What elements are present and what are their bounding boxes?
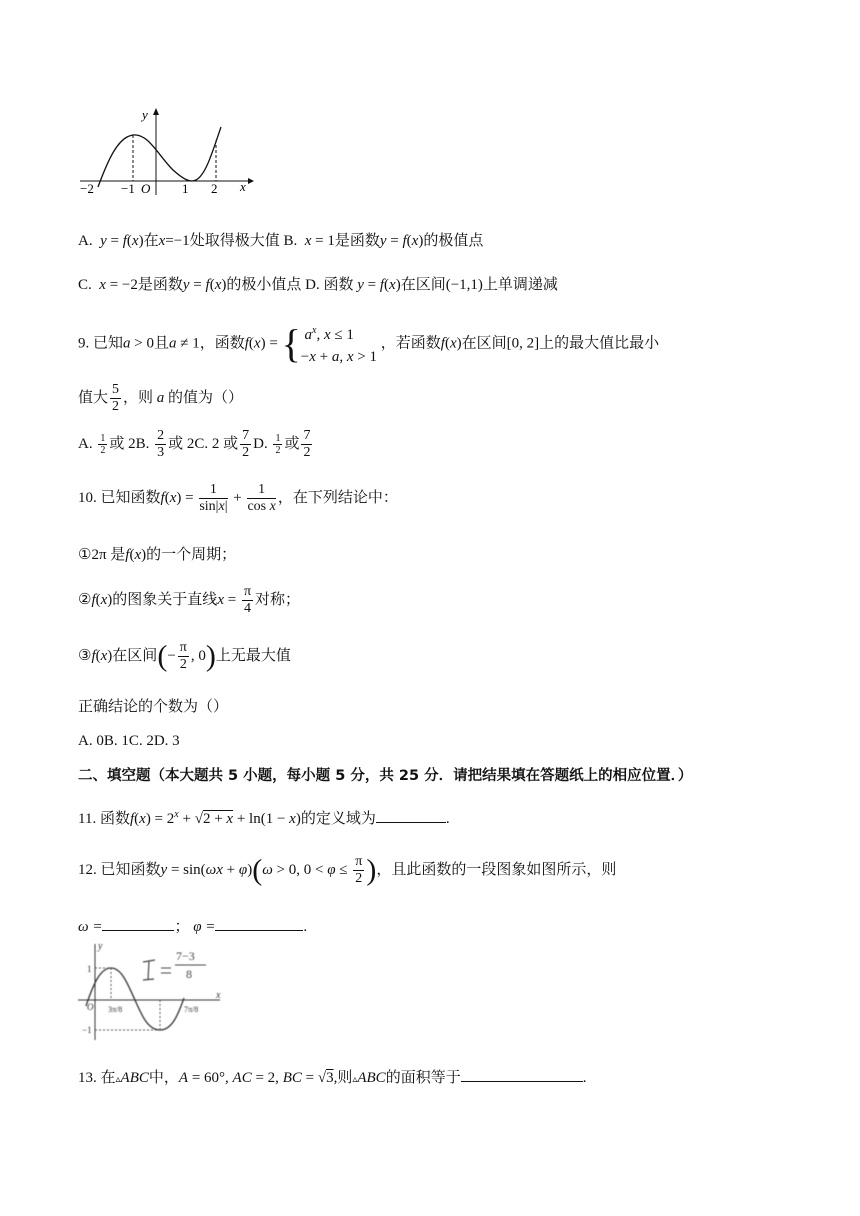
- sine-curve: [86, 968, 184, 1030]
- q12-phi-blank[interactable]: [215, 914, 303, 931]
- origin-label: O: [141, 181, 151, 196]
- x-axis-arrow: [248, 178, 254, 184]
- q12-omega-blank[interactable]: [102, 914, 174, 931]
- tick-2: 2: [211, 181, 218, 196]
- q10-question: 正确结论的个数为（）: [78, 699, 229, 715]
- q8-options-cd: C. x = −2是函数y = f(x)的极小值点 D. 函数 y = f(x)在区间(−1,1)上单调递减: [78, 277, 558, 293]
- sine-graph-figure: [78, 940, 238, 1050]
- label-neg-one: −1: [82, 1025, 92, 1035]
- y-axis-arrow: [153, 108, 159, 115]
- handwritten-note-numerator: 7−3: [176, 949, 195, 963]
- tick-7pi8: 7π/8: [184, 1005, 199, 1014]
- q9-stem: 9. 已知a > 0且a ≠ 1，函数f(x) = { $a^x$, x ≤ 1 −x + a, x > 1 ，若函数f(x)在区间[0, 2]上的最大值比最小: [78, 321, 660, 366]
- x-label: x: [216, 990, 221, 1001]
- function-curve: [98, 127, 221, 187]
- q13-stem: 13. 在▵ABC中，A = 60°, AC = 2, BC = √3,则▵ABC的面积等于 .: [78, 1065, 586, 1090]
- tick-1: 1: [182, 181, 189, 196]
- q12-stem: 12. 已知函数y = sin(ωx + φ)(ω > 0, 0 < φ ≤ $\frac{\pi}{2}$ )，且此函数的一段图象如图所示，则: [78, 853, 617, 887]
- tick-neg1: −1: [121, 181, 135, 196]
- label-origin: O: [87, 1002, 94, 1012]
- x-axis-label: x: [240, 179, 246, 194]
- section-heading-fill-in: 二、填空题（本大题共 5 小题，每小题 5 分，共 25 分．请把结果填在答题纸上的相应位置．）: [78, 768, 693, 784]
- q10-conclusion-2: ②f(x)的图象关于直线x = $\frac{\pi}{4}$ 对称；: [78, 584, 301, 617]
- handwritten-note-denominator: 8: [186, 967, 192, 981]
- q11-stem: 11. 函数$f(x) = 2^x + √2 + x + \ln(1 - x)$的定义域为 .: [78, 805, 450, 829]
- q10-options: A. 0B. 1C. 2D. 3: [78, 733, 180, 749]
- label-one: 1: [87, 964, 92, 974]
- q8-options-ab: A. y = f(x)在x=−1处取得极大值 B. x = 1是函数y = f(x)的极值点: [78, 233, 484, 249]
- function-graph-figure: [78, 105, 258, 200]
- q9-options: A. $\frac{1}{2}$ 或 2B. $\frac{2}{3}$ 或 2C. 2 或 $\frac{7}{2}$ D. $\frac{1}{2}$ 或 $\frac{7}{2}$: [78, 428, 311, 461]
- q9-stem-line2: 值大 $\frac{5}{2}$ ，则 a 的值为（）: [78, 382, 244, 415]
- q10-stem: 10. 已知函数f(x) = $\frac{1}{\sin|x|}$ + $\frac{1}{\text{cos x}}$ ，在下列结论中：: [78, 482, 398, 515]
- y-axis-label: y: [142, 107, 148, 122]
- tick-3pi8: 3π/8: [108, 1005, 123, 1014]
- y-label: y: [98, 941, 103, 952]
- q12-answer-line: ω = ； φ = .: [78, 914, 307, 937]
- tick-neg2: −2: [80, 181, 94, 196]
- q11-answer-blank[interactable]: [376, 806, 446, 823]
- q13-answer-blank[interactable]: [461, 1065, 583, 1082]
- handwritten-note-eq: [161, 968, 171, 973]
- q10-conclusion-1: ①2π 是f(x)的一个周期；: [78, 547, 237, 563]
- q10-conclusion-3: ③f(x)在区间(− $\frac{\pi}{2}$ , 0)上无最大值: [78, 639, 291, 673]
- handwritten-note-t: [143, 960, 155, 980]
